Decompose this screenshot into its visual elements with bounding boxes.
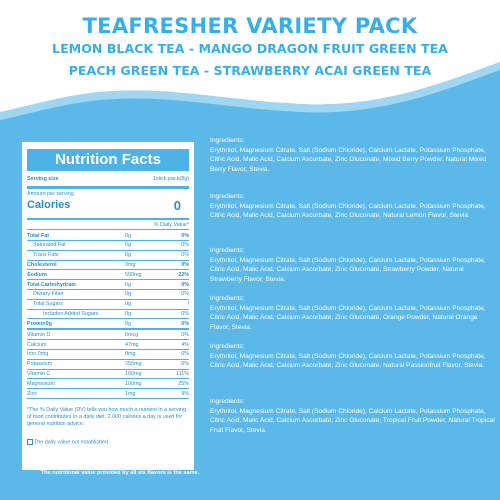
ingredient-text: Erythritol, Magnesium Citrate, Salt (Sodium Chloride), Calcium Lactate, Potassium Phosphate, Citric Acid, Malic Acid, Calcium Ascorbate, Zinc Gluconate, Strawberry Powder, Natural Strawberry Flavor, Stevia. bbox=[210, 256, 486, 283]
nutrient-dv: 0% bbox=[181, 291, 189, 298]
nutrient-row bbox=[27, 360, 189, 369]
nutrient-name: Total Sugars bbox=[33, 301, 63, 308]
nutrient-name: Zinc bbox=[27, 390, 38, 397]
nutrition-facts-title: Nutrition Facts bbox=[27, 149, 189, 171]
nutrient-amount: 47mg bbox=[125, 341, 139, 348]
nutrient-dv: 0% bbox=[181, 351, 189, 358]
ingredient-label: Ingredients: bbox=[210, 137, 245, 144]
page-title: TEAFRESHER VARIETY PACK bbox=[82, 14, 418, 38]
nutrient-name: Vitamin C bbox=[27, 370, 51, 377]
ingredient-block bbox=[210, 192, 495, 221]
nutrient-name: Iron 0mg bbox=[27, 351, 49, 358]
row-divider bbox=[27, 398, 189, 399]
nutrient-row bbox=[27, 379, 189, 388]
nutrient-name: Sodium bbox=[27, 271, 47, 278]
nutrient-amount: 100mg bbox=[125, 380, 142, 387]
nutrient-name: Vitamin D bbox=[27, 331, 51, 338]
nutrient-amount: 0mg bbox=[125, 261, 136, 268]
amount-per-serving: Amount per serving bbox=[27, 191, 74, 197]
nutrient-name: Dietary Fiber bbox=[33, 291, 64, 298]
nutrient-row bbox=[27, 280, 189, 289]
nutrient-amount: 0mcg bbox=[125, 331, 139, 338]
ingredient-block bbox=[210, 246, 495, 284]
nutrient-amount: 0g bbox=[125, 252, 131, 259]
divider-medium bbox=[27, 218, 189, 220]
nutrient-name: Cholesterol bbox=[27, 261, 57, 268]
ingredient-label: Ingredients: bbox=[210, 343, 245, 350]
nutrient-amount: 100mg bbox=[125, 370, 142, 377]
footer-note: The nutritional value provided by all six flavors is the same. bbox=[40, 470, 200, 476]
nutrient-row bbox=[27, 319, 189, 328]
nutrient-row bbox=[27, 241, 189, 250]
nutrient-amount: 0g bbox=[125, 320, 131, 327]
nutrient-name: Total Carbohydrate bbox=[27, 281, 77, 288]
nutrient-row bbox=[27, 340, 189, 349]
nutrient-row bbox=[27, 350, 189, 359]
ingredient-text: Erythritol, Magnesium Citrate, Salt (Sodium Chloride), Calcium Lactate, Potassium Phosphate, Citric Acid, Malic Acid, Calcium Ascorbate, Zinc Gluconate, Mixed Berry Powder, Natural Mixed Berry Flavor, Stevia. bbox=[210, 146, 487, 173]
nutrient-name: Saturated Fat bbox=[33, 242, 66, 249]
nutrient-amount: 0g bbox=[125, 301, 131, 308]
nutrient-dv: 0% bbox=[181, 320, 189, 327]
nutrient-row bbox=[27, 369, 189, 378]
ingredient-text: Erythritol, Magnesium Citrate, Salt (Sodium Chloride), Calcium Lactate, Potassium Phosphate, Citric Acid, Malic Acid, Calcium Ascorbate, Zinc Gluconate, Natural Lemon Flavor, Stevia. bbox=[210, 202, 486, 220]
nutrient-row bbox=[27, 260, 189, 269]
nutrient-dv: 25% bbox=[178, 380, 189, 387]
nutrient-name: Potassium bbox=[27, 361, 53, 368]
nutrient-row bbox=[27, 330, 189, 339]
nutrient-amount: 0g bbox=[125, 232, 131, 239]
ingredient-text: Erythritol, Magnesium Citrate, Salt (Sodium Chloride), Calcium Lactate, Potassium Phosphate, Citric Acid, Malic Acid, Calcium Ascorbate, Zinc Gluconate, Orange Powder, Natural Orange Flavor, Stevia. bbox=[210, 304, 486, 331]
ingredient-text: Erythritol, Magnesium Citrate, Salt (Sodium Chloride), Calcium Lactate, Potassium Phosphate, Citric Acid, Malic Acid, Calcium Ascorbate, Zinc Gluconate, Natural Passionfruit Flavor, Stevia. bbox=[210, 352, 486, 370]
nutrient-name: Trans Fats bbox=[33, 252, 59, 259]
ingredient-label: Ingredients: bbox=[210, 398, 245, 405]
not-established-note bbox=[27, 439, 189, 445]
nutrient-amount: 250mg bbox=[125, 361, 142, 368]
nutrient-row bbox=[27, 309, 189, 318]
nutrient-name: Calcium bbox=[27, 341, 47, 348]
nutrient-amount: 0g bbox=[125, 291, 131, 298]
daily-value-header: % Daily Value* bbox=[153, 222, 189, 228]
nutrient-amount: 0g bbox=[125, 310, 131, 317]
ingredient-block bbox=[210, 397, 495, 435]
nutrient-dv: 0% bbox=[181, 252, 189, 259]
dv-footnote: *The % Daily Value (DV) tells you how much a nutrient in a serving of food contributes to a daily diet. 2,000 calories a day is used for general nutrition advice. bbox=[27, 407, 186, 427]
serving-size-value: 1stick pack(8g) bbox=[152, 175, 189, 182]
nutrient-dv: 0% bbox=[181, 261, 189, 268]
nutrient-dv: 0% bbox=[181, 310, 189, 317]
nutrient-dv: 0% bbox=[181, 331, 189, 338]
calories-value: 0 bbox=[173, 198, 181, 213]
divider-thin bbox=[27, 229, 189, 230]
nutrient-row bbox=[27, 270, 189, 279]
ingredient-label: Ingredients: bbox=[210, 247, 245, 254]
nutrient-row bbox=[27, 300, 189, 309]
nutrient-amount: 0g bbox=[125, 242, 131, 249]
nutrient-dv: 6% bbox=[181, 361, 189, 368]
nutrient-table bbox=[27, 231, 189, 401]
nutrient-name: Protein0g bbox=[27, 320, 52, 327]
flavor-line-1: LEMON BLACK TEA - MANGO DRAGON FRUIT GREEN TEA bbox=[52, 41, 448, 56]
nutrient-dv: 0% bbox=[181, 281, 189, 288]
nutrient-dv: ! bbox=[187, 301, 189, 308]
nutrient-row bbox=[27, 231, 189, 240]
nutrient-row bbox=[27, 290, 189, 299]
nutrient-dv: 111% bbox=[176, 370, 189, 377]
nutrient-name: Includes Added Sugars bbox=[43, 310, 99, 317]
nutrient-dv: 4% bbox=[181, 341, 189, 348]
ingredient-text: Erythritol, Magnesium Citrate, Salt (Sodium Chloride), Calcium Lactate, Potassium Phosphate, Citric Acid, Malic Acid, Calcium Ascorbate, Zinc Gluconate, Tropical Fruit Powder, Natural Tropical Fruit Flavor, Stevia. bbox=[210, 407, 495, 434]
divider-thick bbox=[27, 186, 189, 189]
nutrient-amount: 0g bbox=[125, 281, 131, 288]
nutrient-amount: 500mg bbox=[125, 271, 142, 278]
calories-row bbox=[27, 199, 189, 215]
nutrient-name: Total Fat bbox=[27, 232, 50, 239]
not-established-text: The daily value not established. bbox=[34, 439, 110, 446]
ingredient-block bbox=[210, 342, 495, 371]
nutrient-dv: 22% bbox=[178, 271, 189, 278]
ingredient-label: Ingredients: bbox=[210, 295, 245, 302]
ingredient-block bbox=[210, 136, 495, 174]
serving-size-label: Serving size bbox=[27, 175, 59, 182]
ingredient-label: Ingredients: bbox=[210, 193, 245, 200]
nutrient-amount: 1mg bbox=[125, 390, 136, 397]
nutrient-dv: 0% bbox=[181, 232, 189, 239]
calories-label: Calories bbox=[27, 199, 71, 211]
nutrient-row bbox=[27, 389, 189, 398]
nutrient-row bbox=[27, 251, 189, 260]
flavor-line-2: PEACH GREEN TEA - STRAWBERRY ACAI GREEN TEA bbox=[68, 63, 432, 78]
nutrient-dv: 9% bbox=[181, 390, 189, 397]
nutrient-name: Magnesium bbox=[27, 380, 55, 387]
nutrient-dv: 0% bbox=[181, 242, 189, 249]
nutrition-facts-panel bbox=[22, 142, 194, 470]
header-banner bbox=[0, 0, 500, 130]
nutrient-amount: 0mg bbox=[125, 351, 136, 358]
ingredient-block bbox=[210, 294, 495, 332]
checkbox-icon bbox=[27, 439, 33, 445]
